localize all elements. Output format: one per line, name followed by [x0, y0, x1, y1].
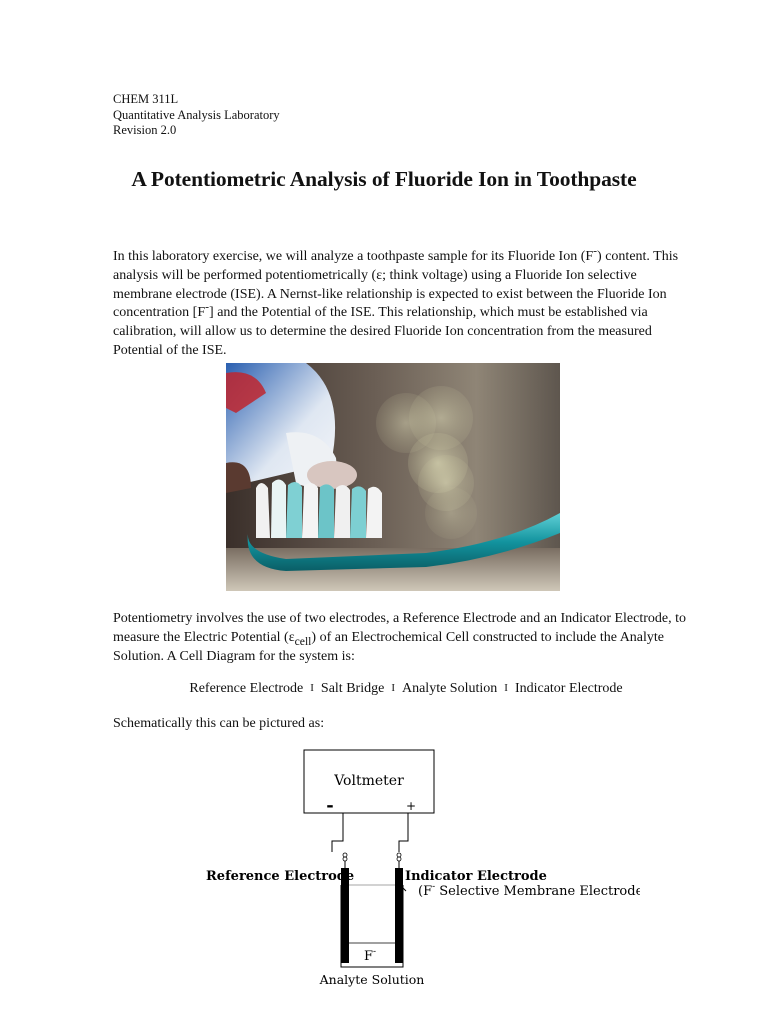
reference-electrode-label: Reference Electrode: [206, 869, 355, 884]
toothbrush-illustration: [226, 363, 560, 591]
reference-wire: [332, 813, 343, 852]
intro-text-2-end: ] and the Potential of the ISE. This relationship, which must be established via calibration, will allow us to determine the desired Fluoride Ion concentration from the measured Potential of the ISE.: [113, 305, 652, 358]
electrochemical-cell-schematic: [200, 745, 640, 995]
lab-name: Quantitative Analysis Laboratory: [113, 107, 280, 122]
cell-separator: I: [391, 682, 395, 694]
schematic-svg: [200, 745, 640, 995]
cell-diagram: [0, 681, 768, 697]
revision: Revision 2.0: [113, 123, 177, 137]
analyte-solution-label: Analyte Solution: [319, 972, 425, 987]
potentiometry-text-a: Potentiometry involves the use of two electrodes, a Reference Electrode and an Indicator Electrode, to measure the Electric Potential (ε: [113, 611, 687, 645]
toothbrush-photo: [226, 363, 560, 591]
document-title: A Potentiometric Analysis of Fluoride Ion in Toothpaste: [131, 167, 637, 191]
voltmeter-label: Voltmeter: [334, 773, 404, 789]
cell-part-analyte: Analyte Solution: [401, 681, 498, 696]
indicator-wire: [399, 813, 408, 852]
indicator-electrode-label: Indicator Electrode: [405, 869, 547, 884]
intro-sup-1: -: [593, 244, 598, 258]
cell-separator: I: [310, 682, 314, 694]
intro-paragraph: [113, 244, 698, 361]
cell-part-reference: Reference Electrode: [189, 681, 304, 696]
fluoride-ion: F-: [363, 947, 377, 964]
schematic-intro: Schematically this can be pictured as:: [113, 716, 325, 731]
indicator-electrode-rod: [395, 868, 403, 963]
cell-part-indicator: Indicator Electrode: [514, 681, 623, 696]
potentiometry-sub: cell: [294, 634, 312, 648]
cell-separator: I: [504, 682, 508, 694]
potentiometry-paragraph: [113, 610, 698, 666]
course-code: CHEM 311L: [113, 92, 179, 106]
intro-sup-2: -: [205, 300, 210, 314]
document-header: [113, 92, 280, 139]
minus-terminal: -: [326, 795, 334, 816]
intro-text-1: In this laboratory exercise, we will analyze a toothpaste sample for its Fluoride Ion (F: [113, 249, 594, 264]
cell-part-salt-bridge: Salt Bridge: [320, 681, 385, 696]
plus-terminal: +: [405, 799, 417, 813]
potentiometry-text-b: ) of an Electrochemical Cell constructed to include the Analyte Solution. A Cell Diagram for the system is:: [113, 629, 665, 664]
membrane-electrode-label: (F- Selective Membrane Electrode): [418, 882, 640, 899]
intro-text-1-end: ) content.: [597, 249, 650, 264]
intro-text-2: This analysis will be performed potentiometrically (ε; think voltage) using a Fluoride Ion selective membrane electrode (ISE). A Nernst-like relationship is expected to exist between the Fluoride Ion concentration [F: [113, 249, 679, 321]
